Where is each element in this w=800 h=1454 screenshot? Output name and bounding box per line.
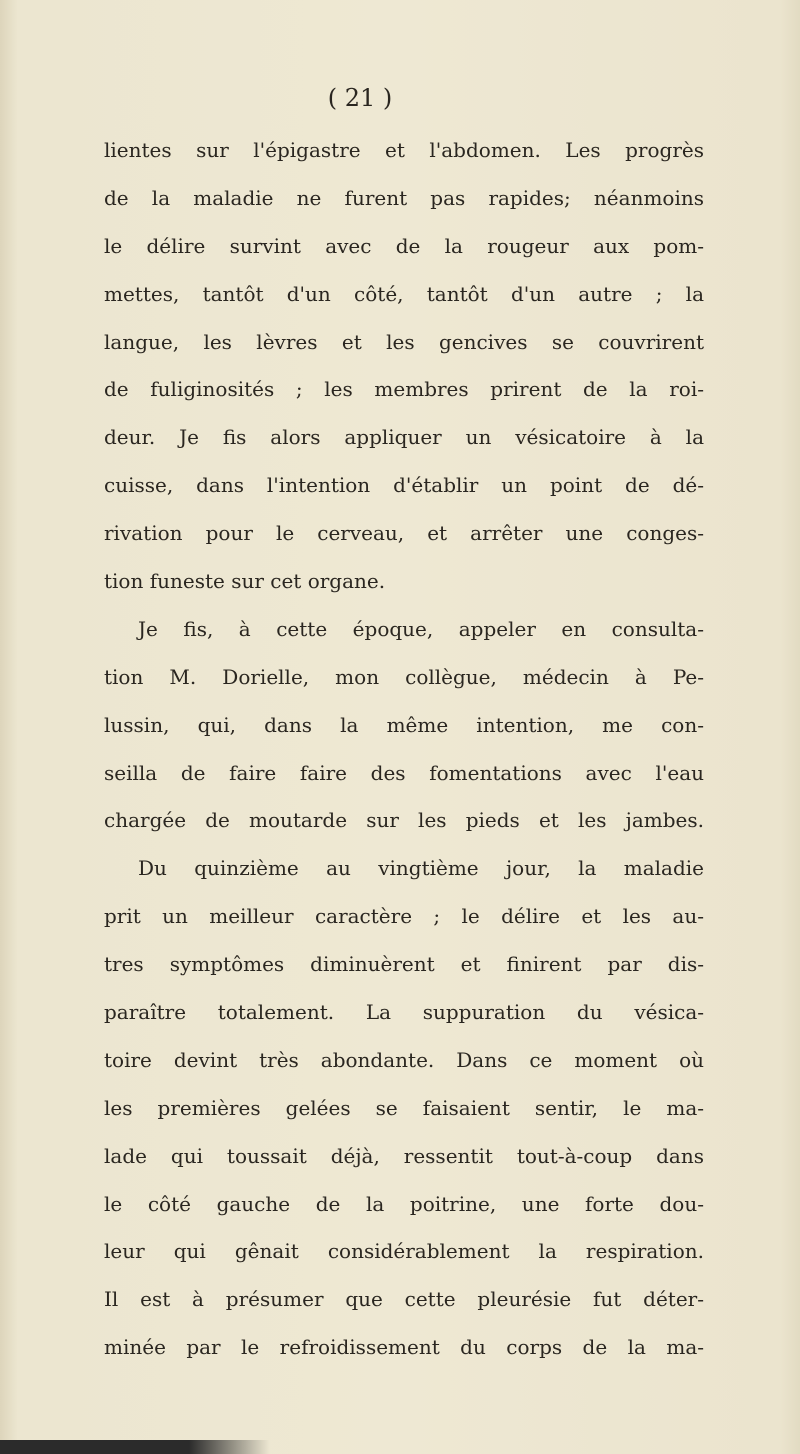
text-line: tres symptômes diminuèrent et finirent par dis-	[104, 952, 704, 977]
text-line: minée par le refroidissement du corps de la ma-	[104, 1335, 704, 1360]
text-line: Du quinzième au vingtième jour, la maladie	[138, 856, 704, 881]
text-line: tion M. Dorielle, mon collègue, médecin à Pe-	[104, 664, 704, 689]
text-line: seilla de faire faire des fomentations avec l'eau	[104, 760, 704, 785]
text-line: tion funeste sur cet organe.	[104, 569, 386, 594]
text-line: de fuliginosités ; les membres prirent de la roi-	[104, 377, 704, 402]
text-line: le délire survint avec de la rougeur aux pom-	[104, 233, 704, 258]
text-line: langue, les lèvres et les gencives se couvrirent	[104, 329, 704, 354]
page-number: ( 21 )	[327, 84, 393, 112]
text-line: Je fis, à cette époque, appeler en consulta-	[138, 616, 704, 641]
text-line: lientes sur l'épigastre et l'abdomen. Les progrès	[104, 138, 704, 162]
text-line: deur. Je fis alors appliquer un vésicatoire à la	[104, 425, 704, 450]
text-line: paraître totalement. La suppuration du vésica-	[104, 1000, 704, 1025]
text-line: chargée de moutarde sur les pieds et les jambes.	[104, 808, 704, 833]
text-line: cuisse, dans l'intention d'établir un point de dé-	[104, 473, 704, 498]
text-line: Il est à présumer que cette pleurésie fut déter-	[104, 1287, 704, 1312]
body-text	[104, 127, 704, 1372]
text-line: les premières gelées se faisaient sentir, le ma-	[104, 1095, 704, 1120]
text-line: mettes, tantôt d'un côté, tantôt d'un autre ; la	[104, 281, 704, 306]
text-line: prit un meilleur caractère ; le délire et les au-	[104, 904, 704, 929]
text-line: le côté gauche de la poitrine, une forte dou-	[104, 1191, 704, 1216]
text-line: lade qui toussait déjà, ressentit tout-à-coup dans	[104, 1143, 704, 1168]
text-line: de la maladie ne furent pas rapides; néanmoins	[104, 185, 704, 210]
text-line: lussin, qui, dans la même intention, me con-	[104, 712, 704, 737]
scan-edge-bar	[0, 1440, 270, 1454]
text-line: leur qui gênait considérablement la respiration.	[104, 1239, 704, 1264]
text-line: rivation pour le cerveau, et arrêter une conges-	[104, 521, 704, 546]
text-line: toire devint très abondante. Dans ce moment où	[104, 1047, 704, 1072]
